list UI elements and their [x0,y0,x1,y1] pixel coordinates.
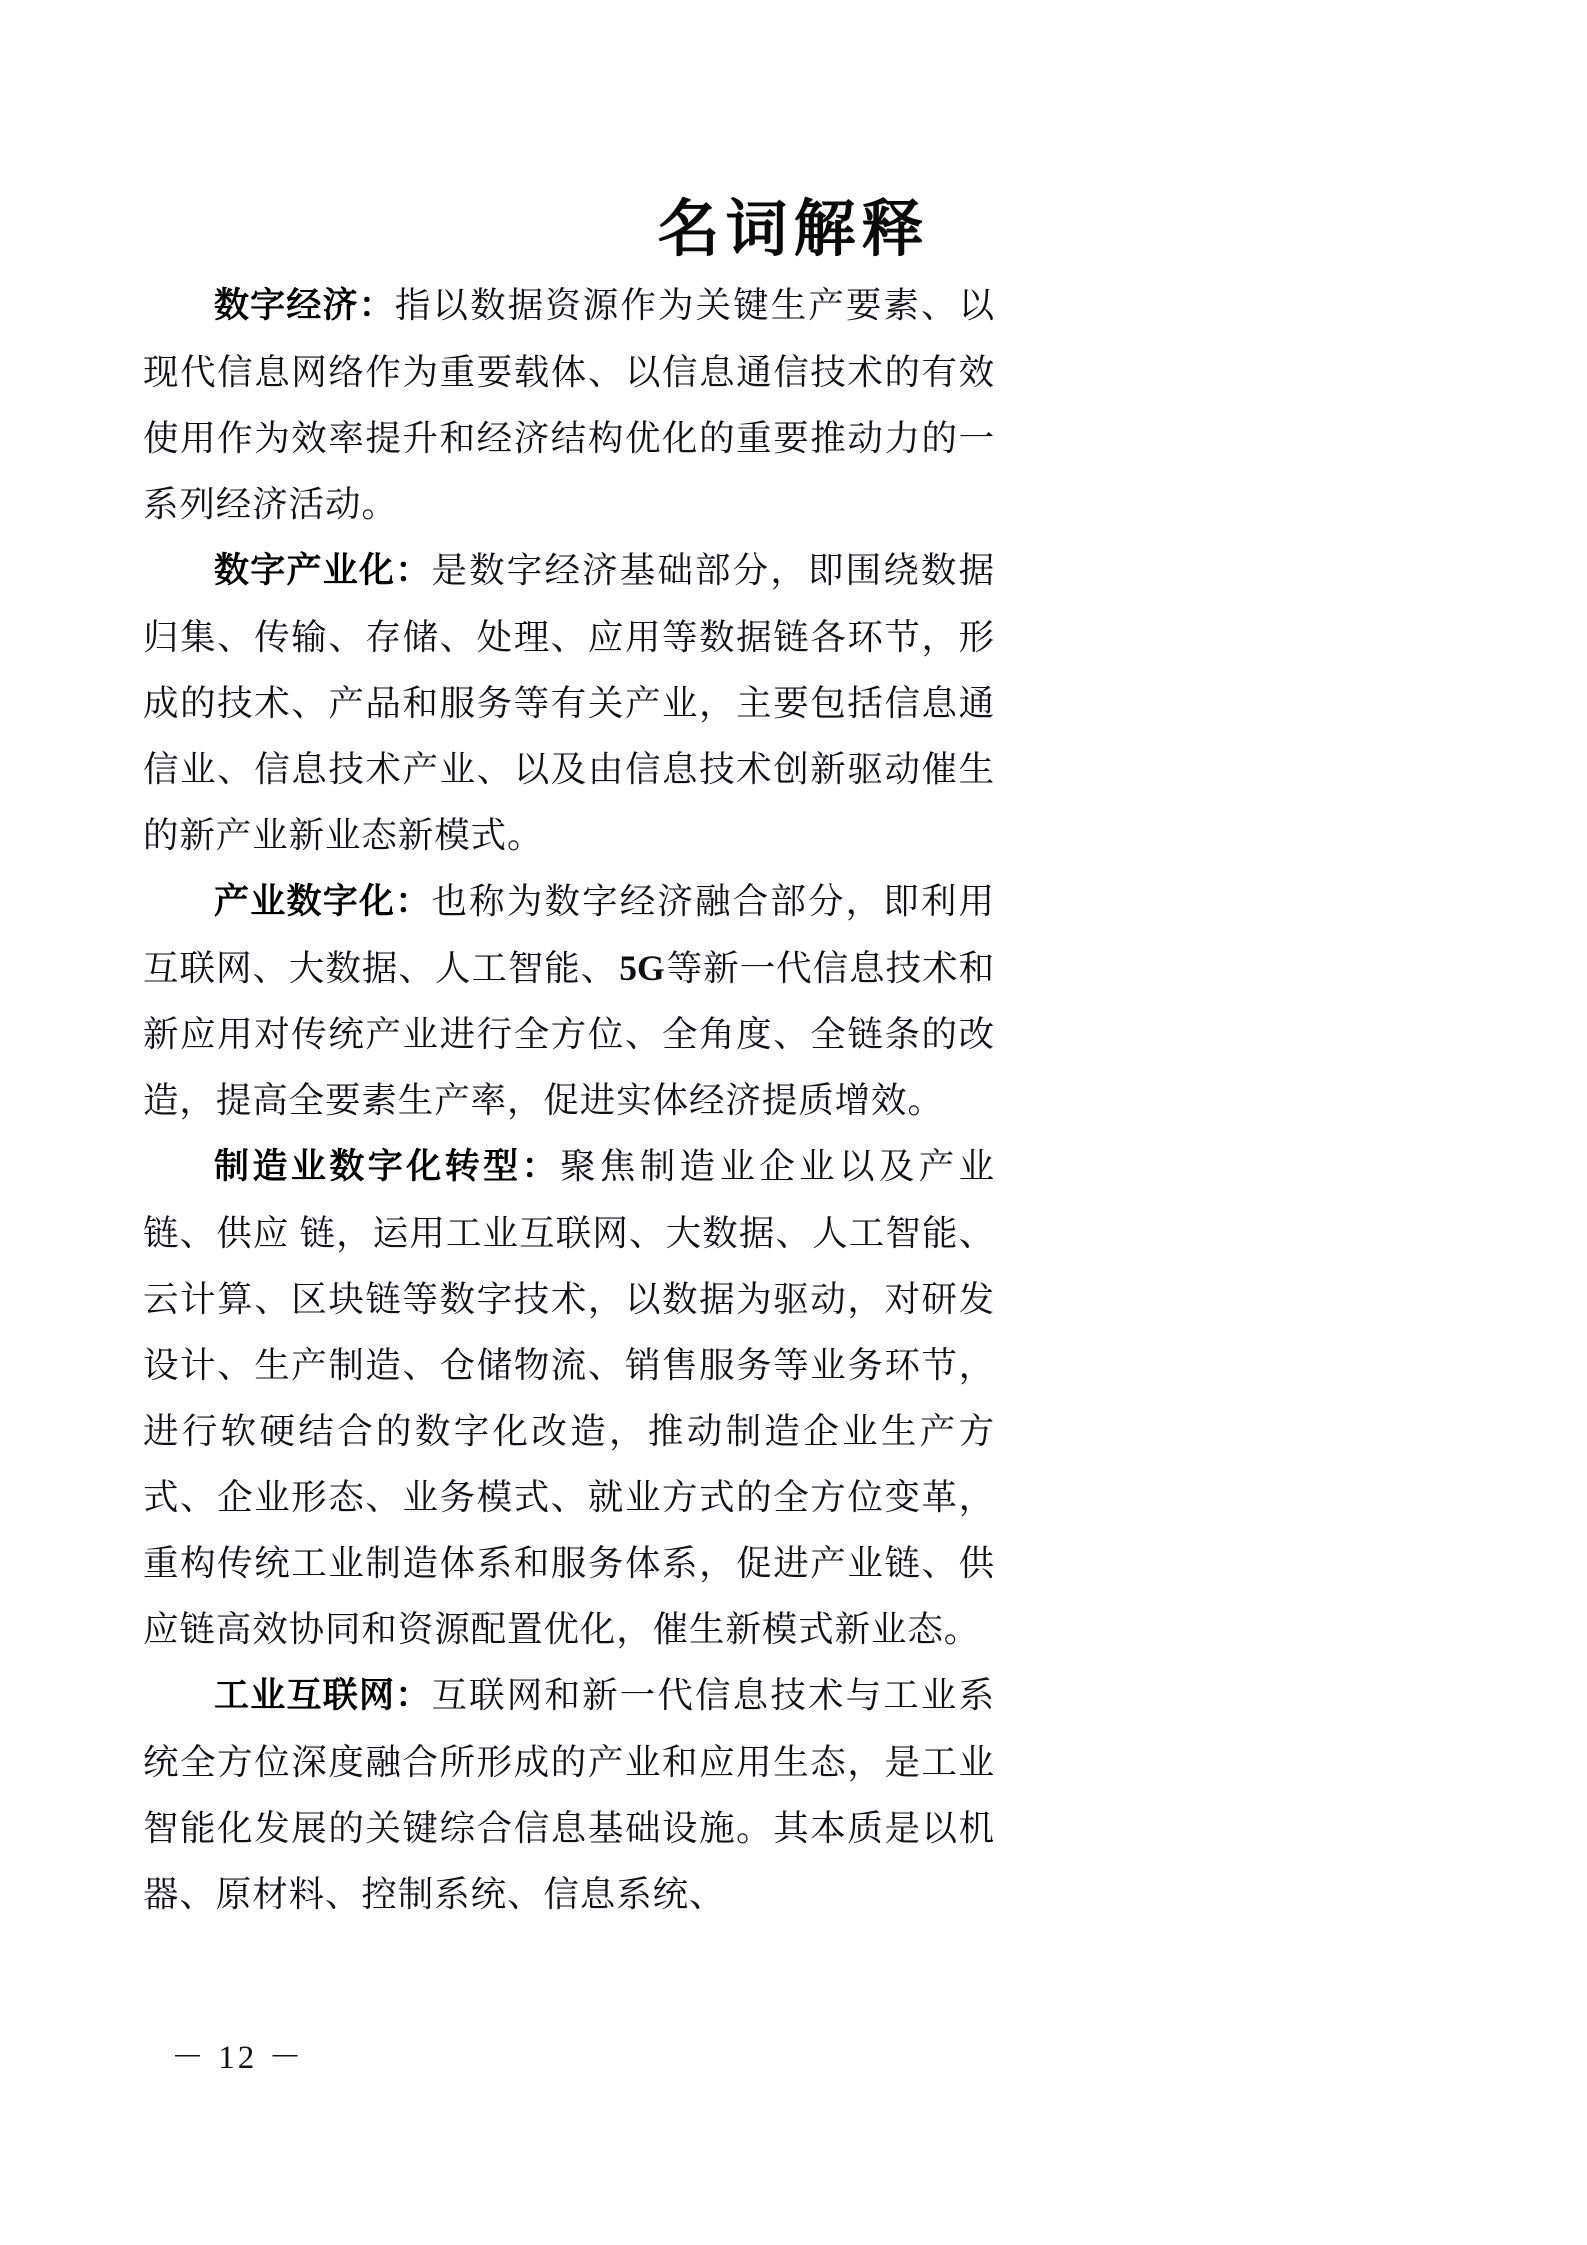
glossary-term: 制造业数字化转型 [214,1147,522,1187]
glossary-definition: 互联网和新一代信息技术与工业系统全方位深度融合所形成的产业和应用生态，是工业智能化发展的关键综合信息基础设施。其本质是以机器、原材料、控制系统、信息系统、 [143,1675,995,1914]
page-number: － 12 － [171,2040,305,2076]
document-body [143,272,995,1927]
glossary-term-separator: ： [395,551,432,591]
glossary-definition-part-two: 等新一代信息技术和新应用对传统产业进行全方位、全角度、全链条的改造，提高全要素生产率，促进实体经济提质增效。 [143,948,995,1120]
page-title: 名词解释 [657,191,930,265]
glossary-entry-digital-economy [143,272,995,537]
glossary-term: 产业数字化 [214,882,396,922]
glossary-definition: 聚焦制造业企业以及产业链、供应 链，运用工业互联网、大数据、人工智能、云计算、区块链等数字技术，以数据为驱动，对研发设计、生产制造、仓储物流、销售服务等业务环节，进行软硬结合的数字化改造，推动制造企业生产方式、企业形态、业务模式、就业方式的全方位变革，重构传统工业制造体系和服务体系，促进产业链、供应链高效协同和资源配置优化，催生新模式新业态。 [143,1146,995,1649]
glossary-term: 数字经济 [214,286,359,326]
glossary-definition: 指以数据资源作为关键生产要素、以现代信息网络作为重要载体、以信息通信技术的有效使用作为效率提升和经济结构优化的重要推动力的一系列经济活动。 [143,285,995,524]
glossary-entry-digital-industrialization [143,537,995,868]
glossary-definition-part-one: 也称为数字经济融合部分，即利用互联网、大数据、人工智能、 [143,881,995,988]
glossary-term-separator: ： [521,1147,561,1187]
glossary-definition-latin-token: 5G [619,948,665,988]
glossary-definition: 是数字经济基础部分，即围绕数据归集、传输、存储、处理、应用等数据链各环节，形成的技术、产品和服务等有关产业，主要包括信息通信业、信息技术产业、以及由信息技术创新驱动催生的新产业新业态新模式。 [143,550,995,855]
glossary-term-separator: ： [395,882,432,922]
glossary-entry-industrial-internet [143,1662,995,1927]
glossary-term-separator: ： [395,1676,432,1716]
glossary-term: 数字产业化 [214,551,396,591]
glossary-entry-manufacturing-digital-transformation [143,1133,995,1662]
glossary-entry-industrial-digitalization [143,868,995,1133]
glossary-term: 工业互联网 [214,1676,396,1716]
glossary-term-separator: ： [358,286,395,326]
